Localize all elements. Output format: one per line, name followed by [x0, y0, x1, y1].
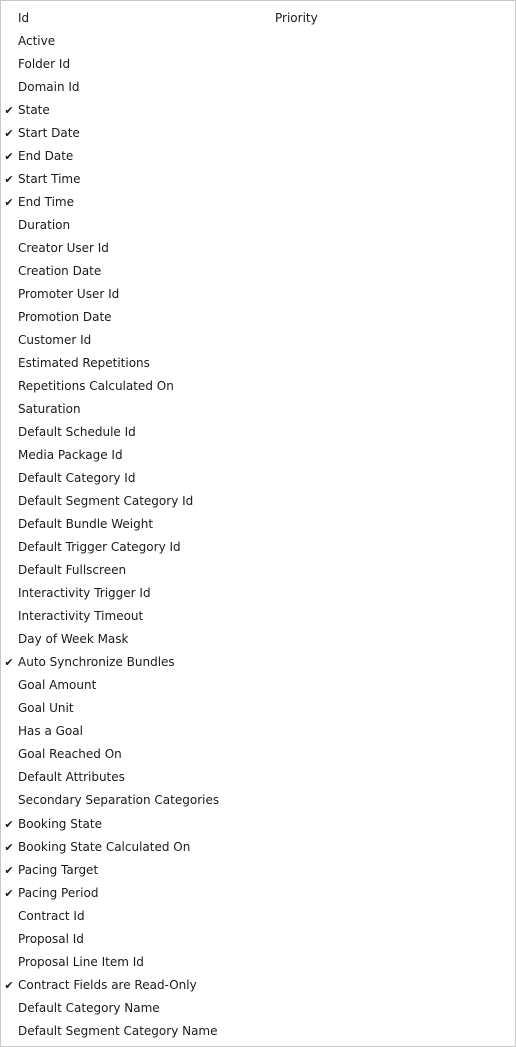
menu-item-proposal-line-item-id[interactable] [1, 951, 515, 974]
menu-item-default-attributes[interactable] [1, 766, 515, 789]
menu-item-label: Auto Synchronize Bundles [18, 655, 175, 669]
menu-item-default-fullscreen[interactable] [1, 559, 515, 582]
menu-item-label: Priority [275, 11, 318, 25]
checkmark-icon: ✔ [4, 864, 14, 877]
menu-item-label: Customer Id [18, 333, 92, 347]
menu-item-interactivity-timeout[interactable] [1, 605, 515, 628]
menu-item-booking-state-calculated-on[interactable] [1, 836, 515, 859]
menu-item-id[interactable] [1, 7, 515, 30]
menu-item-goal-reached-on[interactable] [1, 743, 515, 766]
menu-item-label: Default Category Name [18, 1001, 160, 1015]
menu-item-media-package-id[interactable] [1, 444, 515, 467]
menu-item-default-category-id[interactable] [1, 467, 515, 490]
menu-item-label: Duration [18, 218, 71, 232]
menu-item-default-schedule-id[interactable] [1, 421, 515, 444]
menu-item-day-of-week-mask[interactable] [1, 628, 515, 651]
menu-item-label: Pacing Target [18, 863, 99, 877]
menu-item-saturation[interactable] [1, 398, 515, 421]
menu-item-active[interactable] [1, 30, 515, 53]
menu-item-label: Default Fullscreen [18, 563, 127, 577]
menu-item-end-time[interactable] [1, 191, 515, 214]
menu-item-label: Pacing Period [18, 886, 99, 900]
menu-item-label: Folder Id [18, 57, 71, 71]
menu-item-label: Booking State Calculated On [18, 840, 191, 854]
menu-item-label: Start Date [18, 126, 80, 140]
menu-item-booking-state[interactable] [1, 813, 515, 836]
menu-item-label: Default Schedule Id [18, 425, 136, 439]
menu-item-goal-amount[interactable] [1, 674, 515, 697]
menu-item-label: Default Segment Category Id [18, 494, 194, 508]
menu-item-customer-id[interactable] [1, 329, 515, 352]
checkmark-icon: ✔ [4, 127, 14, 140]
menu-item-label: Promotion Date [18, 310, 112, 324]
menu-item-label: State [18, 103, 50, 117]
menu-item-label: Contract Fields are Read-Only [18, 978, 197, 992]
menu-item-label: Interactivity Timeout [18, 609, 144, 623]
checkmark-icon: ✔ [4, 841, 14, 854]
menu-item-default-bundle-weight[interactable] [1, 513, 515, 536]
menu-item-label: Start Time [18, 172, 81, 186]
menu-item-label: Creator User Id [18, 241, 109, 255]
menu-item-state[interactable] [1, 99, 515, 122]
menu-item-secondary-separation-categories[interactable] [1, 789, 515, 812]
checkmark-icon: ✔ [4, 150, 14, 163]
menu-item-label: Saturation [18, 402, 81, 416]
menu-item-priority[interactable] [275, 7, 318, 30]
menu-item-interactivity-trigger-id[interactable] [1, 582, 515, 605]
menu-item-label: Proposal Id [18, 932, 84, 946]
menu-item-default-category-name[interactable] [1, 997, 515, 1020]
menu-item-domain-id[interactable] [1, 76, 515, 99]
menu-item-label: Contract Id [18, 909, 85, 923]
checkmark-icon: ✔ [4, 656, 14, 669]
checkmark-icon: ✔ [4, 173, 14, 186]
menu-item-default-segment-category-id[interactable] [1, 490, 515, 513]
menu-item-end-date[interactable] [1, 145, 515, 168]
menu-item-label: Domain Id [18, 80, 80, 94]
menu-item-label: Day of Week Mask [18, 632, 129, 646]
menu-item-label: Interactivity Trigger Id [18, 586, 151, 600]
menu-item-label: Booking State [18, 817, 102, 831]
menu-item-estimated-repetitions[interactable] [1, 352, 515, 375]
checkmark-icon: ✔ [4, 818, 14, 831]
menu-item-label: Active [18, 34, 56, 48]
menu-item-promotion-date[interactable] [1, 306, 515, 329]
menu-item-label: Default Bundle Weight [18, 517, 154, 531]
menu-item-label: Default Segment Category Name [18, 1024, 218, 1038]
menu-item-contract-id[interactable] [1, 905, 515, 928]
menu-item-has-a-goal[interactable] [1, 720, 515, 743]
menu-item-goal-unit[interactable] [1, 697, 515, 720]
menu-item-label: Id [18, 11, 30, 25]
menu-item-label: Goal Unit [18, 701, 74, 715]
checkmark-icon: ✔ [4, 196, 14, 209]
menu-item-creation-date[interactable] [1, 260, 515, 283]
menu-item-default-trigger-category-id[interactable] [1, 536, 515, 559]
menu-item-label: End Time [18, 195, 74, 209]
menu-item-start-time[interactable] [1, 168, 515, 191]
menu-item-pacing-target[interactable] [1, 859, 515, 882]
checkmark-icon: ✔ [4, 104, 14, 117]
menu-item-label: End Date [18, 149, 74, 163]
menu-item-label: Goal Amount [18, 678, 97, 692]
menu-item-label: Default Attributes [18, 770, 125, 784]
menu-item-label: Estimated Repetitions [18, 356, 150, 370]
menu-item-label: Goal Reached On [18, 747, 122, 761]
menu-item-label: Promoter User Id [18, 287, 120, 301]
menu-item-default-segment-category-name[interactable] [1, 1020, 515, 1043]
checkmark-icon: ✔ [4, 979, 14, 992]
menu-item-auto-synchronize-bundles[interactable] [1, 651, 515, 674]
menu-item-start-date[interactable] [1, 122, 515, 145]
menu-item-repetitions-calculated-on[interactable] [1, 375, 515, 398]
menu-item-folder-id[interactable] [1, 53, 515, 76]
menu-item-label: Secondary Separation Categories [18, 793, 220, 807]
menu-item-label: Media Package Id [18, 448, 123, 462]
menu-item-creator-user-id[interactable] [1, 237, 515, 260]
menu-item-duration[interactable] [1, 214, 515, 237]
menu-item-label: Default Category Id [18, 471, 136, 485]
menu-item-label: Has a Goal [18, 724, 83, 738]
menu-item-proposal-id[interactable] [1, 928, 515, 951]
menu-item-pacing-period[interactable] [1, 882, 515, 905]
menu-item-label: Default Trigger Category Id [18, 540, 181, 554]
menu-item-label: Creation Date [18, 264, 102, 278]
menu-item-label: Repetitions Calculated On [18, 379, 174, 393]
menu-item-label: Proposal Line Item Id [18, 955, 144, 969]
menu-item-contract-fields-are-read-only[interactable] [1, 974, 515, 997]
menu-item-promoter-user-id[interactable] [1, 283, 515, 306]
checkmark-icon: ✔ [4, 887, 14, 900]
